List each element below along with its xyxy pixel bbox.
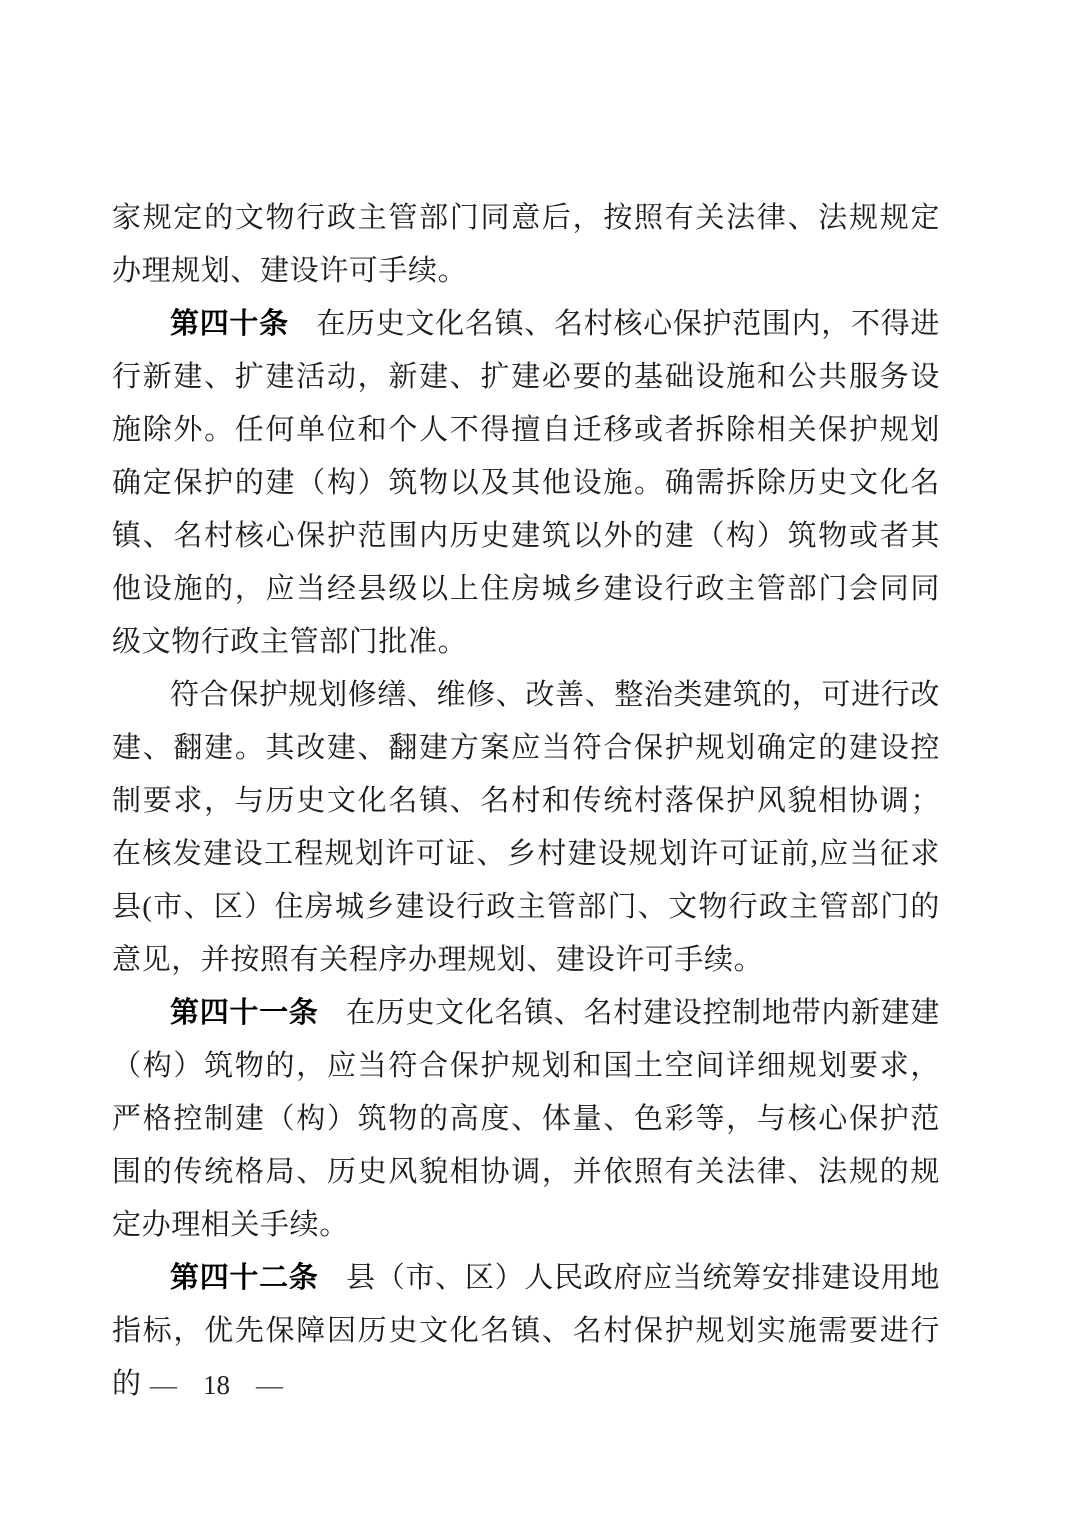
- paragraph: [112, 987, 940, 1252]
- paragraph: [112, 669, 940, 987]
- article-42-heading: 第四十二条: [170, 1262, 319, 1294]
- paragraph: [112, 298, 940, 669]
- paragraph: [112, 192, 940, 298]
- paragraph-text: 家规定的文物行政主管部门同意后，按照有关法律、法规规定办理规划、建设许可手续。: [112, 202, 940, 287]
- document-body: [112, 192, 940, 1411]
- page-number: 18: [203, 1370, 230, 1400]
- article-41-heading: 第四十一条: [170, 997, 319, 1029]
- paragraph-text: 符合保护规划修缮、维修、改善、整治类建筑的，可进行改建、翻建。其改建、翻建方案应当符合保护规划确定的建设控制要求，与历史文化名镇、名村和传统村落保护风貌相协调；在核发建设工程规划许可证、乡村建设规划许可证前,应当征求县(市、区）住房城乡建设行政主管部门、文物行政主管部门的意见，并按照有关程序办理规划、建设许可手续。: [112, 679, 940, 976]
- paragraph-text: 县（市、区）人民政府应当统筹安排建设用地指标，优先保障因历史文化名镇、名村保护规划实施需要进行的: [112, 1262, 940, 1400]
- footer-dash-right: —: [256, 1370, 283, 1400]
- paragraph-text: 在历史文化名镇、名村建设控制地带内新建建（构）筑物的，应当符合保护规划和国土空间详细规划要求，严格控制建（构）筑物的高度、体量、色彩等，与核心保护范围的传统格局、历史风貌相协调，并依照有关法律、法规的规定办理相关手续。: [112, 997, 940, 1241]
- article-40-heading: 第四十条: [170, 308, 289, 340]
- paragraph-text: 在历史文化名镇、名村核心保护范围内，不得进行新建、扩建活动，新建、扩建必要的基础设施和公共服务设施除外。任何单位和个人不得擅自迁移或者拆除相关保护规划确定保护的建（构）筑物以及其他设施。确需拆除历史文化名镇、名村核心保护范围内历史建筑以外的建（构）筑物或者其他设施的，应当经县级以上住房城乡建设行政主管部门会同同级文物行政主管部门批准。: [112, 308, 940, 658]
- footer-dash-left: —: [150, 1370, 177, 1400]
- page-footer: [150, 1370, 283, 1401]
